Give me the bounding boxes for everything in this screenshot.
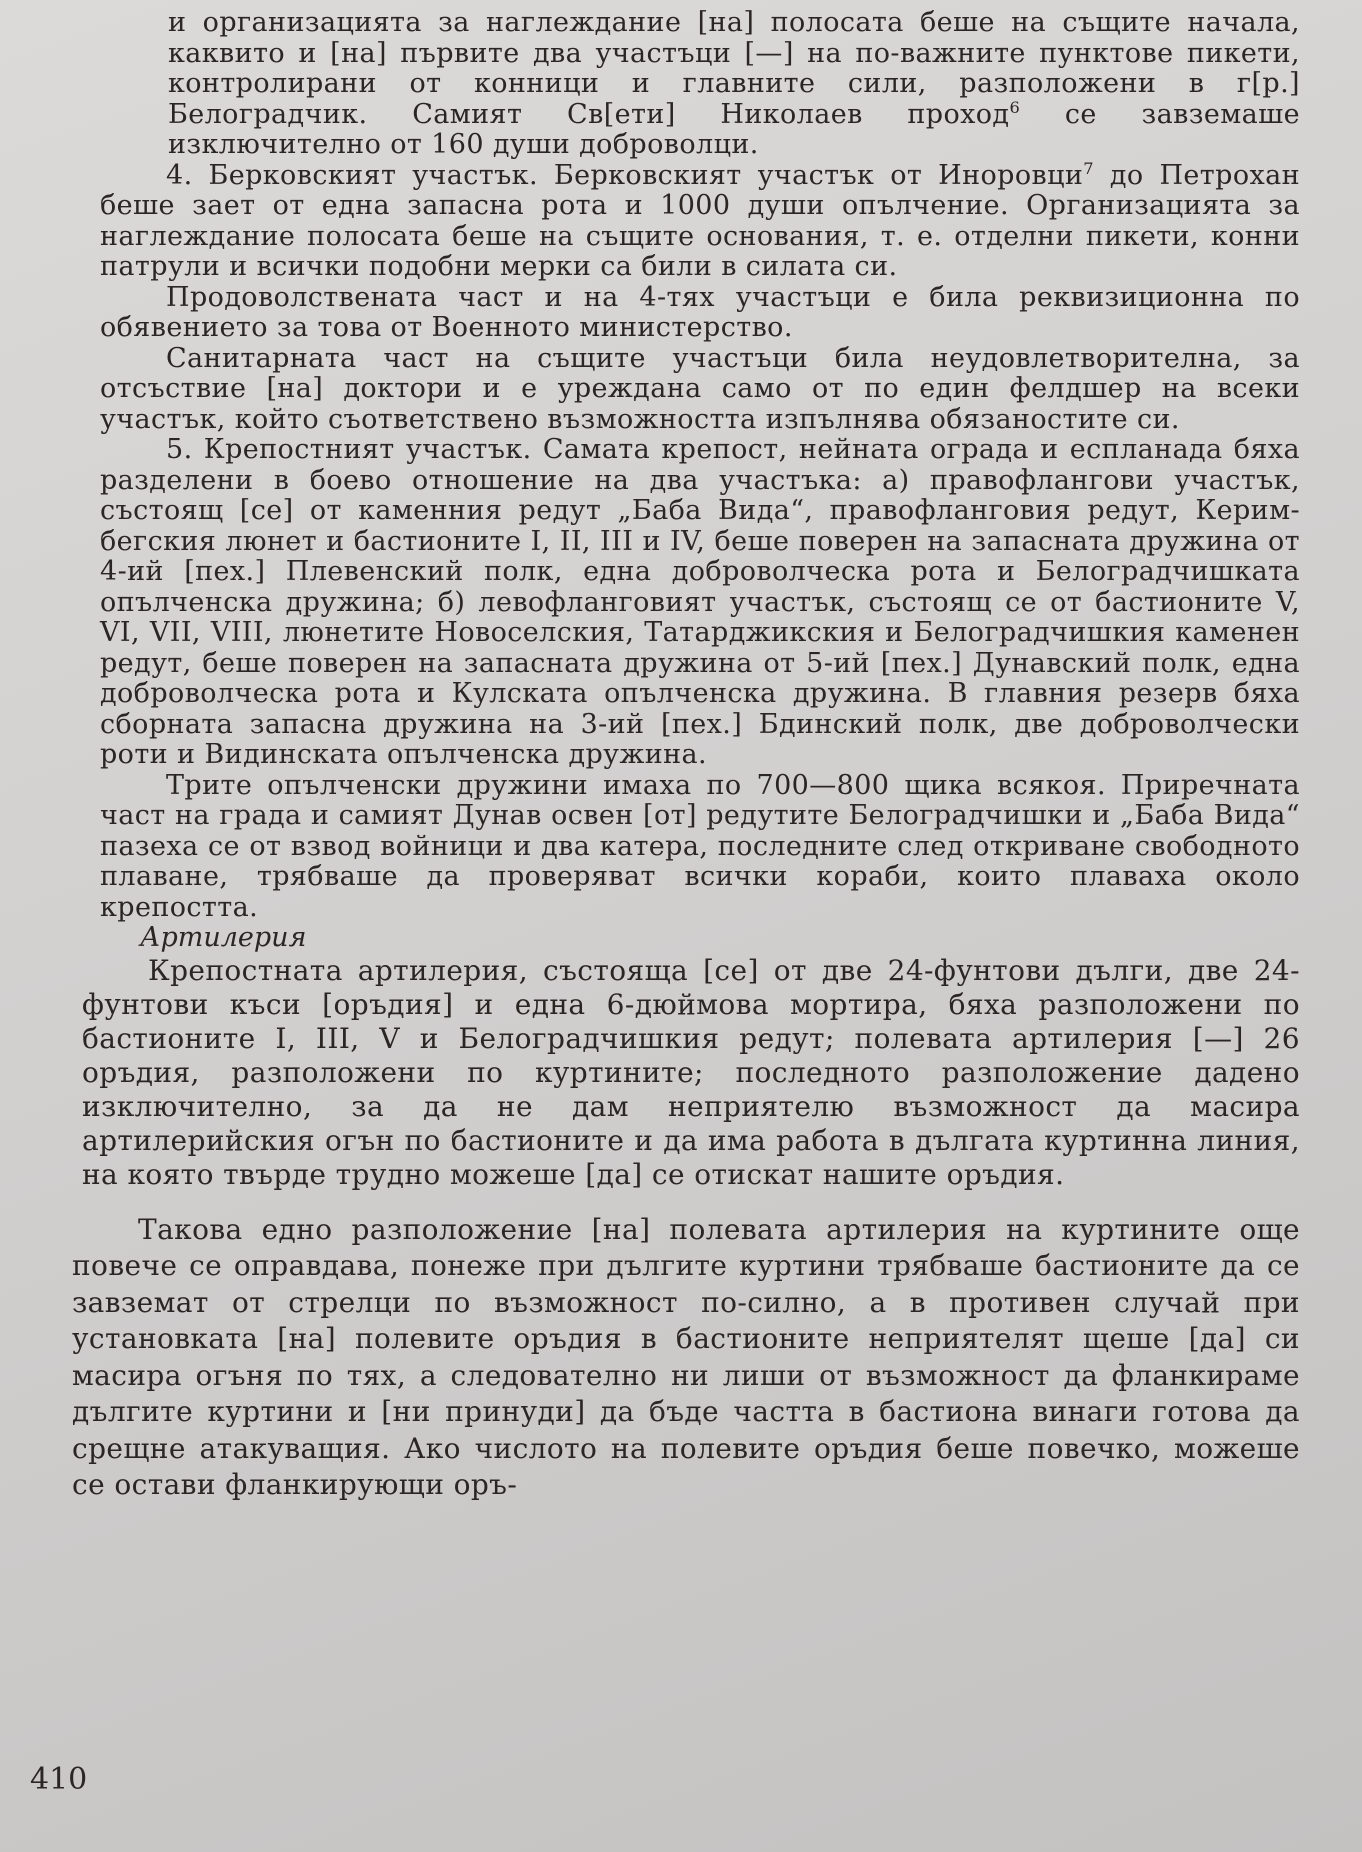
paragraph-field-artillery: Такова едно разположение [на] полевата артилерия на куртините още повече се оправдава, понеже при дългите куртини трябваше бастионите да се завземат от стрелци по възможност по-силно, а в противен случай при установката [на] полевите оръдия в бастионите неприятелят щеше [да] си масира огъня по тях, а следователно ни лиши от възможност да фланкираме дългите куртини и [ни принуди] да бъде частта в бастиона винаги готова да срещне атакуващия. Ако числото на полевите оръдия беше повечко, можеше се остави фланкирующи оръ- [72, 1212, 1300, 1501]
paragraph-berkovski-sector [100, 158, 1300, 283]
paragraph-provisions: Продоволствената част и на 4-тях участъци е била реквизиционна по обявението за това от Военното министерство. [100, 281, 1300, 343]
page-number: 410 [30, 1762, 88, 1797]
section-heading-artillery: Артилерия [140, 922, 307, 953]
paragraph-artillery: Крепостната артилерия, състояща [се] от две 24-фунтови дълги, две 24-фунтови къси [оръдия] и една 6-дюймова мортира, бяха разположени по бастионите I, III, V и Белоградчишкия редут; полевата артилерия [—] 26 оръдия, разположени по куртините; последното разположение дадено изключително, за да не дам неприятелю възможност да масира артилерийския огън по бастионите и да има работа в дългата куртинна линия, на която твърде трудно можеше [да] се отискат нашите оръдия. [82, 953, 1300, 1191]
paragraph-text: 4. Берковският участък. Берковският участък от Иноровци [166, 159, 1084, 191]
paragraph-fortress-sector: 5. Крепостният участък. Самата крепост, нейната ограда и еспланада бяха разделени в боево отношение на два участъка: а) правофлангови участък, състоящ [се] от каменния редут „Баба Вида“, правофланговия редут, Керим-бегския люнет и бастионите I, II, III и IV, беше поверен на запасната дружина от 4-ий [пех.] Плевенский полк, една доброволческа рота и Белоградчишката опълченска дружина; б) левофланговият участък, състоящ се от бастионите V, VI, VII, VIII, люнетите Новоселския, Татарджикския и Белоградчишкия каменен редут, беше поверен на запасната дружина от 5-ий [пех.] Дунавский полк, една доброволческа рота и Кулската опълченска дружина. В главния резерв бяха сборната запасна дружина на 3-ий [пех.] Бдинский полк, две доброволчески роти и Видинската опълченска дружина. [100, 434, 1300, 770]
footnote-marker: 6 [1009, 97, 1021, 117]
paragraph-sanitary: Санитарната част на същите участъци била неудовлетворителна, за отсъствие [на] доктори и е уреждана само от по един фелдшер на всеки участък, който съответствено възможността изпълнява обязаностите си. [100, 342, 1300, 435]
paragraph-militia: Трите опълченски дружини имаха по 700—800 щика всякоя. Приречната част на града и самият Дунав освен [от] редутите Белоградчишки и „Баба Вида“ пазеха се от взвод войници и два катера, последните след откриване свободното плаване, трябваше да проверяват всички кораби, които плаваха около крепостта. [100, 769, 1300, 923]
footnote-marker: 7 [1083, 158, 1094, 178]
paragraph-text: и организацията за наглеждание [на] полосата беше на същите начала, каквито и [на] първите два участъци [—] на по-важните пунктове пикети, контролирани от конници и главните сили, разположени в г[р.] Белоградчик. Самият Св[ети] Николаев проход [168, 7, 1300, 130]
paragraph-text: се завземаше изключително от 160 души доброволци. [168, 98, 1300, 160]
paragraph-organization [168, 8, 1300, 161]
paragraph-text: до Петрохан беше зает от една запасна рота и 1000 души опълчение. Организацията за наглеждание полосата беше на същите основания, т. е. отделни пикети, конни патрули и всички подобни мерки са били в силата си. [100, 159, 1300, 282]
